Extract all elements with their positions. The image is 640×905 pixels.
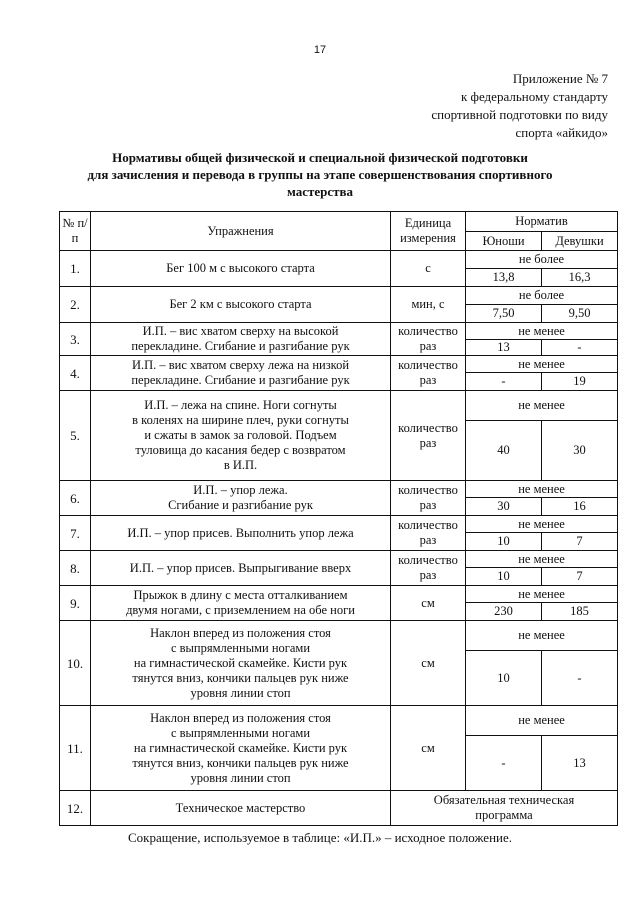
norm-qualifier: не менее (466, 481, 618, 498)
value-boys: 10 (466, 651, 542, 706)
exercise-line: перекладине. Сгибание и разгибание рук (131, 339, 350, 353)
exercise-cell (91, 706, 391, 791)
unit-cell (391, 323, 466, 356)
value-boys: 13,8 (466, 269, 542, 287)
appendix-line: спорта «айкидо» (515, 125, 608, 140)
exercise-cell (91, 586, 391, 621)
unit-cell (391, 551, 466, 586)
value-girls: 7 (542, 533, 618, 551)
row-number: 2. (60, 287, 91, 323)
exercise-line: тянутся вниз, кончики пальцев рук ниже (132, 670, 349, 685)
exercise-line: Прыжок в длину с места отталкиванием (133, 588, 348, 602)
table-row (60, 621, 618, 651)
table-row (60, 551, 618, 568)
exercise-line: Техническое мастерство (175, 800, 306, 815)
exercise-line: тянутся вниз, кончики пальцев рук ниже (132, 755, 349, 770)
value-boys: 40 (466, 421, 542, 481)
exercise-line: двумя ногами, с приземлением на обе ноги (126, 603, 355, 617)
value-boys: 13 (466, 340, 542, 356)
table-header-row (60, 212, 618, 232)
unit-line: с (425, 261, 431, 275)
row-number: 6. (60, 481, 91, 516)
exercise-cell (91, 391, 391, 481)
unit-line: раз (419, 498, 437, 512)
exercise-line: Наклон вперед из положения стоя (150, 625, 331, 640)
exercise-cell (91, 621, 391, 706)
appendix-line: к федеральному стандарту (460, 89, 608, 104)
exercise-line: на гимнастической скамейке. Кисти рук (133, 740, 348, 755)
unit-line: раз (419, 373, 437, 387)
header-unit: Единица измерения (391, 212, 466, 251)
row-number: 3. (60, 323, 91, 356)
norm-qualifier: не менее (466, 621, 618, 651)
unit-cell (391, 516, 466, 551)
exercise-line: И.П. – вис хватом сверху на высокой (142, 324, 339, 338)
exercise-line: уровня линии стоп (190, 685, 291, 700)
value-girls: 7 (542, 568, 618, 586)
appendix-header (431, 70, 608, 142)
combined-line: программа (475, 808, 533, 822)
table-row (60, 586, 618, 603)
title-line: для зачисления и перевода в группы на этапе совершенствования спортивного (87, 167, 553, 182)
value-boys: - (466, 373, 542, 391)
norm-qualifier: не менее (466, 356, 618, 373)
exercise-line: на гимнастической скамейке. Кисти рук (133, 655, 348, 670)
unit-line: см (421, 595, 435, 610)
exercise-line: и сжаты в замок за головой. Подъем (144, 428, 337, 442)
unit-line: раз (419, 435, 437, 450)
table-row (60, 287, 618, 305)
table-row (60, 481, 618, 498)
row-number: 11. (60, 706, 91, 791)
appendix-line: спортивной подготовки по виду (431, 107, 608, 122)
value-girls: 30 (542, 421, 618, 481)
exercise-cell (91, 481, 391, 516)
row-number: 12. (60, 791, 91, 826)
norm-qualifier: не менее (466, 706, 618, 736)
unit-line: количество (398, 324, 458, 338)
appendix-line: Приложение № 7 (512, 71, 608, 86)
value-girls: 185 (542, 603, 618, 621)
value-girls: 19 (542, 373, 618, 391)
table-row (60, 706, 618, 736)
table-row (60, 251, 618, 269)
norm-qualifier: не более (466, 251, 618, 269)
norm-qualifier: не менее (466, 323, 618, 340)
table-row (60, 323, 618, 340)
norm-qualifier: не более (466, 287, 618, 305)
unit-cell (391, 706, 466, 791)
title-line: Нормативы общей физической и специальной физической подготовки (112, 150, 528, 165)
unit-line: количество (398, 420, 458, 435)
value-boys: 7,50 (466, 305, 542, 323)
value-boys: 230 (466, 603, 542, 621)
exercise-line: туловища до касания бедер с возвратом (135, 443, 346, 457)
exercise-line: И.П. – лежа на спине. Ноги согнуты (144, 398, 337, 412)
document-title (40, 149, 600, 200)
header-girls: Девушки (542, 232, 618, 251)
norm-qualifier: не менее (466, 551, 618, 568)
unit-line: количество (398, 518, 458, 532)
exercise-line: с выпрямленными ногами (170, 640, 311, 655)
unit-line: раз (419, 339, 437, 353)
unit-line: количество (398, 483, 458, 497)
exercise-line: И.П. – вис хватом сверху лежа на низкой (131, 358, 350, 372)
value-boys: 30 (466, 498, 542, 516)
footnote: Сокращение, используемое в таблице: «И.П.» – исходное положение. (127, 830, 512, 845)
exercise-cell (91, 516, 391, 551)
header-num: № п/п (60, 212, 91, 251)
unit-cell (391, 481, 466, 516)
row-number: 7. (60, 516, 91, 551)
header-boys: Юноши (466, 232, 542, 251)
unit-cell (391, 356, 466, 391)
row-number: 10. (60, 621, 91, 706)
norm-qualifier: не менее (466, 391, 618, 421)
unit-line: количество (398, 553, 458, 567)
value-girls: - (542, 651, 618, 706)
title-line: мастерства (286, 184, 354, 199)
unit-cell (391, 287, 466, 323)
exercise-cell (91, 791, 391, 826)
norms-table (59, 211, 618, 826)
exercise-line: И.П. – упор присев. Выполнить упор лежа (127, 525, 354, 540)
table-row (60, 516, 618, 533)
exercise-line: уровня линии стоп (190, 770, 291, 785)
value-girls: 9,50 (542, 305, 618, 323)
unit-line: количество (398, 358, 458, 372)
value-boys: - (466, 736, 542, 791)
value-boys: 10 (466, 533, 542, 551)
unit-cell (391, 251, 466, 287)
value-boys: 10 (466, 568, 542, 586)
combined-norm-cell (391, 791, 618, 826)
norms-table-body (60, 212, 618, 826)
unit-line: см (421, 740, 435, 755)
value-girls: 13 (542, 736, 618, 791)
unit-cell (391, 391, 466, 481)
exercise-cell (91, 356, 391, 391)
header-exercise: Упражнения (91, 212, 391, 251)
exercise-line: в коленях на ширине плеч, руки согнуты (132, 413, 349, 427)
unit-line: раз (419, 533, 437, 547)
row-number: 8. (60, 551, 91, 586)
unit-line: см (421, 655, 435, 670)
unit-cell (391, 621, 466, 706)
table-row (60, 391, 618, 421)
exercise-line: с выпрямленными ногами (170, 725, 311, 740)
row-number: 5. (60, 391, 91, 481)
row-number: 1. (60, 251, 91, 287)
exercise-cell: Бег 100 м с высокого старта (91, 251, 391, 287)
exercise-line: Наклон вперед из положения стоя (150, 710, 331, 725)
row-number: 9. (60, 586, 91, 621)
exercise-line: И.П. – упор лежа. (193, 483, 288, 497)
combined-line: Обязательная техническая (433, 793, 575, 807)
table-row (60, 791, 618, 826)
exercise-cell: Бег 2 км с высокого старта (91, 287, 391, 323)
unit-line: раз (419, 568, 437, 582)
value-girls: 16 (542, 498, 618, 516)
page-number: 17 (313, 44, 327, 56)
unit-cell (391, 586, 466, 621)
value-girls: - (542, 340, 618, 356)
unit-line: мин, с (411, 297, 445, 311)
exercise-line: Сгибание и разгибание рук (168, 498, 313, 512)
exercise-line: перекладине. Сгибание и разгибание рук (131, 373, 350, 387)
row-number: 4. (60, 356, 91, 391)
norm-qualifier: не менее (466, 516, 618, 533)
value-girls: 16,3 (542, 269, 618, 287)
exercise-cell (91, 551, 391, 586)
exercise-cell (91, 323, 391, 356)
exercise-line: в И.П. (223, 458, 258, 472)
norm-qualifier: не менее (466, 586, 618, 603)
header-norm: Норматив (466, 212, 618, 232)
table-row (60, 356, 618, 373)
exercise-line: И.П. – упор присев. Выпрыгивание вверх (129, 560, 352, 575)
